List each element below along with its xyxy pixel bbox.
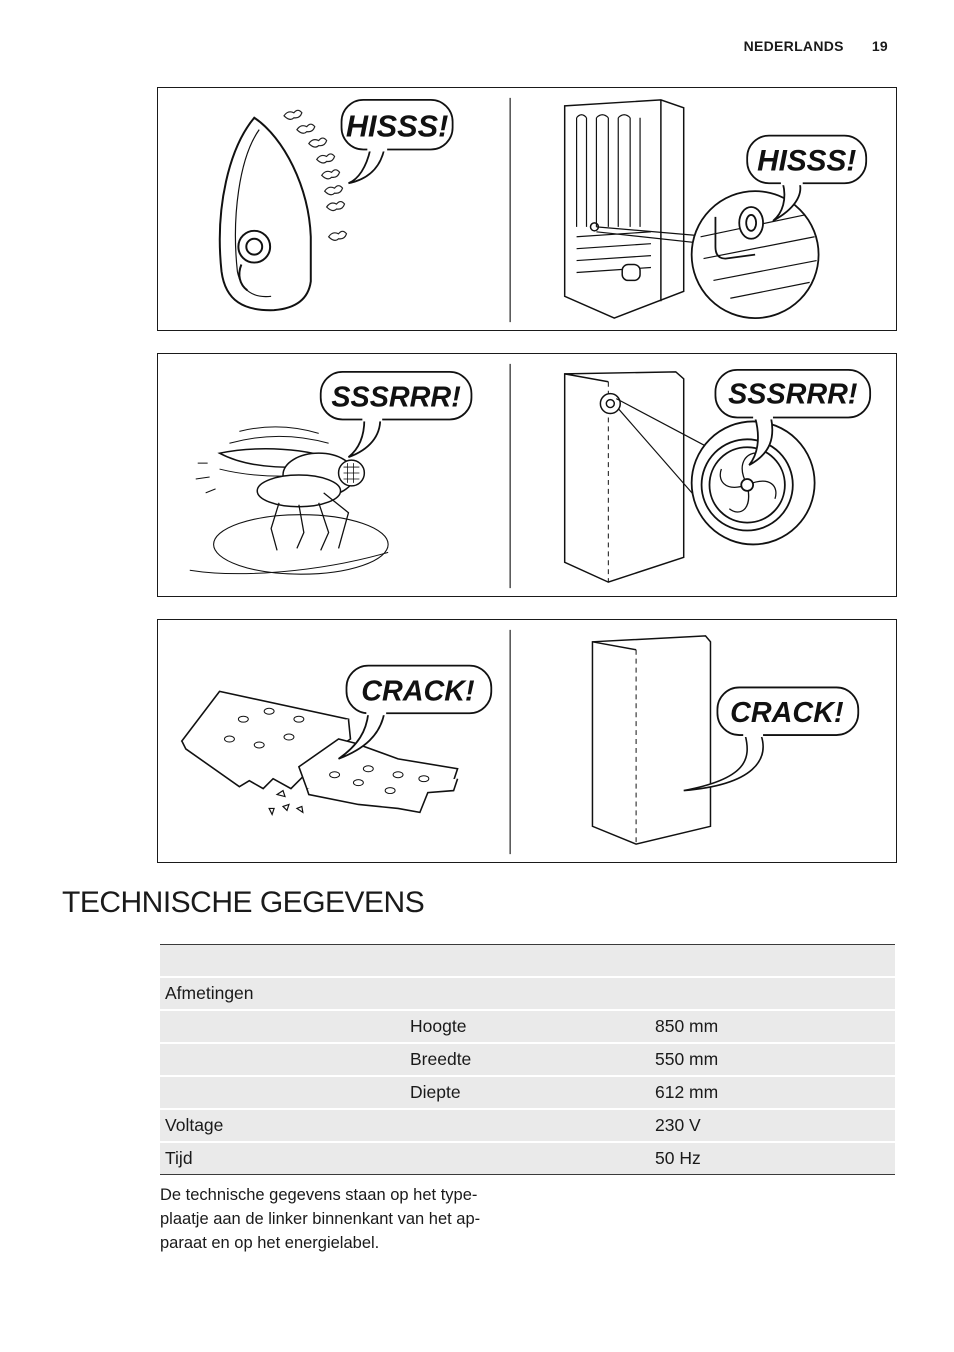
table-cell <box>160 1010 405 1043</box>
table-row <box>160 1043 895 1076</box>
table-cell <box>650 945 895 978</box>
zoom-circle-compressor <box>692 191 819 318</box>
language-label: NEDERLANDS <box>743 38 844 54</box>
crack-illustration <box>158 620 896 862</box>
table-cell: Tijd <box>160 1142 405 1175</box>
table-cell <box>405 1142 650 1175</box>
sssrrr-right-text: SSSRRR! <box>728 378 858 411</box>
table-cell <box>650 977 895 1010</box>
illustration-panel-crack <box>157 619 897 863</box>
sssrrr-illustration <box>158 354 896 596</box>
table-cell: Diepte <box>405 1076 650 1109</box>
table-cell: 550 mm <box>650 1043 895 1076</box>
table-row <box>160 977 895 1010</box>
table-cell <box>405 945 650 978</box>
steam-iron-icon <box>220 118 311 310</box>
speech-bubble-left <box>339 666 492 759</box>
sssrrr-left-text: SSSRRR! <box>331 381 461 414</box>
hiss-left-text: HISSS! <box>345 108 449 144</box>
speech-bubble-left <box>342 100 453 183</box>
table-cell: 850 mm <box>650 1010 895 1043</box>
table-cell: Voltage <box>160 1109 405 1142</box>
table-cell <box>405 1109 650 1142</box>
table-row <box>160 1109 895 1142</box>
hiss-illustration <box>158 88 896 330</box>
crack-left-text: CRACK! <box>361 675 475 708</box>
table-row <box>160 1010 895 1043</box>
fridge-back-icon <box>565 100 684 318</box>
hiss-right-text: HISSS! <box>757 144 857 178</box>
table-cell: Breedte <box>405 1043 650 1076</box>
table-row <box>160 1142 895 1175</box>
table-cell: 612 mm <box>650 1076 895 1109</box>
zoom-circle-fan <box>692 421 815 544</box>
table-row <box>160 1076 895 1109</box>
table-cell: Hoogte <box>405 1010 650 1043</box>
note-line: plaatje aan de linker binnenkant van het ap- <box>160 1210 481 1228</box>
speech-bubble-left <box>321 372 472 457</box>
note-line: De technische gegevens staan op het type- <box>160 1186 478 1204</box>
crack-right-text: CRACK! <box>730 697 844 730</box>
section-title: TECHNISCHE GEGEVENS <box>62 886 425 919</box>
table-cell: 230 V <box>650 1109 895 1142</box>
note-line: paraat en op het energielabel. <box>160 1234 380 1252</box>
page-number: 19 <box>871 38 888 54</box>
technical-data-table <box>160 944 895 1175</box>
illustration-panel-sssrrr <box>157 353 897 597</box>
freezer-front-icon <box>592 636 710 844</box>
table-cell <box>405 977 650 1010</box>
table-cell: Afmetingen <box>160 977 405 1010</box>
illustration-panel-hiss <box>157 87 897 331</box>
table-cell <box>160 1076 405 1109</box>
page-header <box>744 38 888 54</box>
table-row <box>160 945 895 978</box>
table-cell: 50 Hz <box>650 1142 895 1175</box>
technical-note <box>160 1183 520 1255</box>
table-cell <box>160 1043 405 1076</box>
table-cell <box>160 945 405 978</box>
